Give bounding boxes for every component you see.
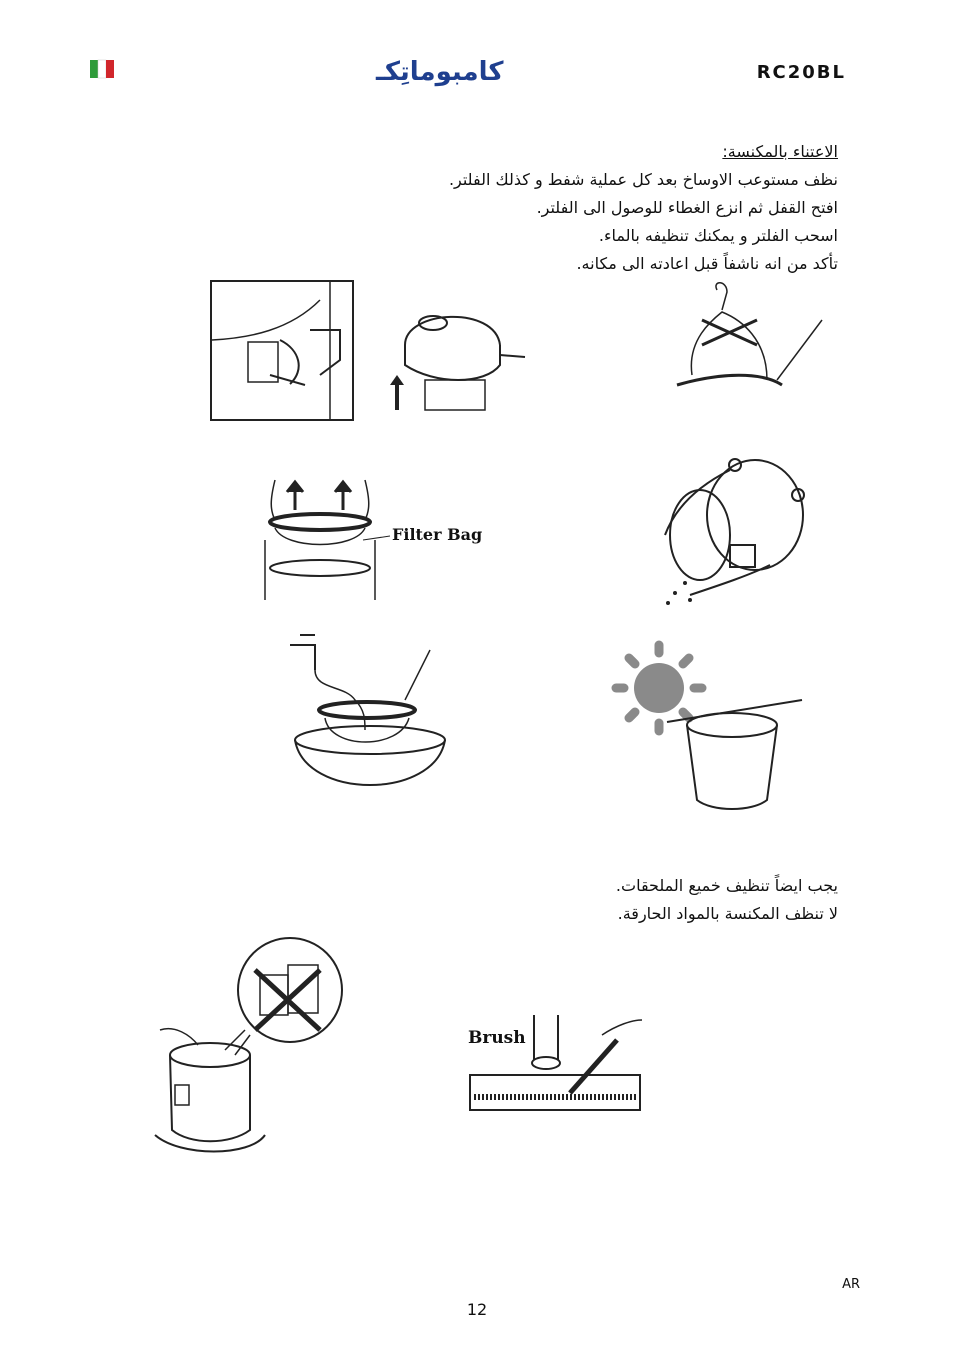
latch-open-illustration [210,280,355,422]
model-number: RC20BL [756,62,846,83]
care-instructions [378,138,838,278]
accessory-instructions [378,872,838,928]
bag-removal-illustration [672,280,832,402]
brand-logo [88,56,504,88]
filter-bag-label: Filter Bag [392,525,483,544]
care-line-4: تأكد من انه ناشفاً قبل اعادته الى مكانه. [576,254,838,273]
bin-emptying-illustration [660,455,810,610]
page-number: 12 [466,1300,488,1319]
lid-removal-illustration [385,295,530,420]
care-line-2: افتح القفل ثم انزع الغطاء للوصول الى الفلتر. [536,198,838,217]
care-heading: الاعتناء بالمكنسة: [722,142,838,161]
flag-green [90,60,98,78]
filter-washing-illustration [285,630,450,820]
care-line-3: اسحب الفلتر و يمكنك تنظيفه بالماء. [598,226,838,245]
brush-label: Brush [468,1028,526,1048]
brand-logo-graphic [88,56,504,88]
flag-red [106,60,114,78]
sun-icon [634,663,684,713]
no-flammable-cleaners-illustration [150,935,345,1160]
accessory-line-1: يجب ايضاً تنظيف خميع الملحقات. [615,876,838,895]
care-line-1: نظف مستوعب الاوساخ بعد كل عملية شفط و كذلك الفلتر. [448,170,838,189]
language-code: AR [842,1277,860,1292]
brand-name: كامبوماتِكـ [376,57,504,87]
flag-white [98,60,106,78]
filter-drying-illustration [612,640,812,820]
accessory-line-2: لا تنظف المكنسة بالمواد الحارقة. [617,904,838,923]
